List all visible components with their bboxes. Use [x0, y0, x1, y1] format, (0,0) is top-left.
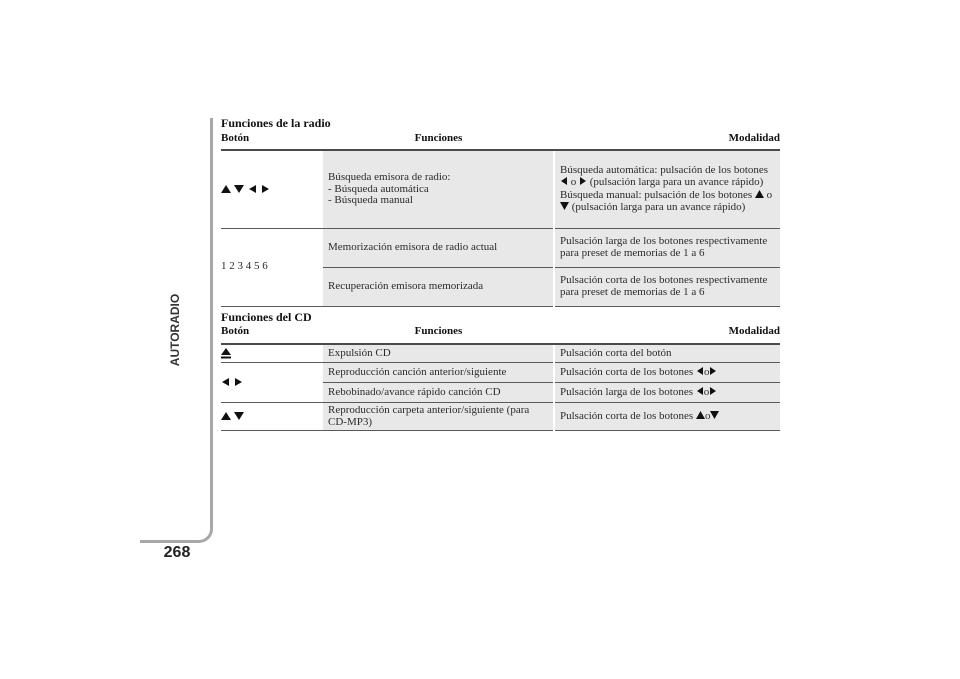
function-line: Búsqueda emisora de radio:: [328, 171, 451, 183]
cd-row4-button: [221, 403, 323, 431]
radio-header-button: Botón: [221, 130, 323, 150]
table-row: [221, 150, 780, 228]
eject-icon: [221, 347, 231, 359]
mode-text: Pulsación corta de los botones: [560, 366, 694, 379]
arrow-buttons-icon: [221, 184, 273, 194]
up-triangle-icon: [755, 189, 764, 199]
radio-row1-mode: [554, 150, 780, 228]
up-triangle-icon: [221, 185, 231, 193]
right-triangle-icon: [235, 378, 242, 386]
cd-row3-function: Rebobinado/avance rápido canción CD: [323, 383, 554, 403]
radio-row1-button: [221, 150, 323, 228]
table-row: [221, 344, 780, 363]
radio-header-functions: Funciones: [323, 130, 554, 150]
cd-header-functions: Funciones: [323, 324, 554, 344]
cd-row3-mode: [554, 383, 780, 403]
cd-row2-button: [221, 363, 323, 403]
right-triangle-icon: [709, 386, 717, 396]
mode-text: Búsqueda automática: pulsación de los botones: [560, 163, 769, 176]
down-triangle-icon: [234, 185, 244, 193]
down-triangle-icon: [560, 201, 569, 211]
cd-row1-button: [221, 344, 323, 363]
up-down-arrows-icon: [221, 411, 245, 421]
cd-row1-function: Expulsión CD: [323, 344, 554, 363]
page-number: 268: [163, 544, 191, 561]
left-triangle-icon: [696, 366, 704, 376]
left-triangle-icon: [560, 176, 568, 186]
radio-row2-mode: Pulsación larga de los botones respectivamente para preset de memorias de 1 a 6: [554, 228, 780, 267]
function-line: - Búsqueda automática: [328, 182, 429, 195]
down-triangle-icon: [710, 410, 719, 420]
cd-functions-table: [221, 324, 780, 432]
page-content: [221, 116, 780, 431]
right-triangle-icon: [579, 176, 587, 186]
cd-header-mode: Modalidad: [554, 324, 780, 344]
radio-row3-function: Recuperación emisora memorizada: [323, 267, 554, 306]
table-row: [221, 363, 780, 383]
up-triangle-icon: [696, 410, 705, 420]
left-right-arrows-icon: [221, 377, 245, 387]
cd-header-button: Botón: [221, 324, 323, 344]
mode-text: o: [703, 366, 710, 379]
up-triangle-icon: [221, 412, 231, 420]
cd-row1-mode: Pulsación corta del botón: [554, 344, 780, 363]
mode-text: Pulsación corta de los botones: [560, 410, 694, 423]
left-triangle-icon: [222, 378, 229, 386]
down-triangle-icon: [234, 412, 244, 420]
mode-text: o: [704, 410, 711, 423]
mode-text: Búsqueda manual: pulsación de los botones: [560, 188, 753, 201]
right-triangle-icon: [262, 185, 269, 193]
cd-row2-mode: [554, 363, 780, 383]
mode-text: (pulsación larga para un avance rápido): [571, 201, 746, 214]
cd-section-title: Funciones del CD: [221, 309, 312, 324]
mode-text: (pulsación larga para un avance rápido): [589, 176, 764, 189]
left-triangle-icon: [696, 386, 704, 396]
table-row: [221, 228, 780, 267]
mode-text: o: [766, 188, 773, 201]
cd-row4-mode: [554, 403, 780, 431]
mode-text: o: [703, 386, 710, 399]
left-triangle-icon: [249, 185, 256, 193]
cd-row2-function: Reproducción canción anterior/siguiente: [323, 363, 554, 383]
radio-header-mode: Modalidad: [554, 130, 780, 150]
radio-row3-mode: Pulsación corta de los botones respectivamente para preset de memorias de 1 a 6: [554, 267, 780, 306]
right-triangle-icon: [709, 366, 717, 376]
mode-text: o: [570, 176, 577, 189]
chapter-side-label: AUTORADIO: [168, 293, 182, 367]
radio-row1-function: [323, 150, 554, 228]
function-line: - Búsqueda manual: [328, 194, 413, 206]
table-row: [221, 403, 780, 431]
radio-section-title: Funciones de la radio: [221, 116, 331, 130]
radio-functions-table: [221, 130, 780, 307]
cd-row4-function: Reproducción carpeta anterior/siguiente (para CD-MP3): [323, 403, 554, 431]
radio-row2-function: Memorización emisora de radio actual: [323, 228, 554, 267]
mode-text: Pulsación larga de los botones: [560, 386, 693, 399]
radio-preset-buttons: 1 2 3 4 5 6: [221, 228, 323, 306]
